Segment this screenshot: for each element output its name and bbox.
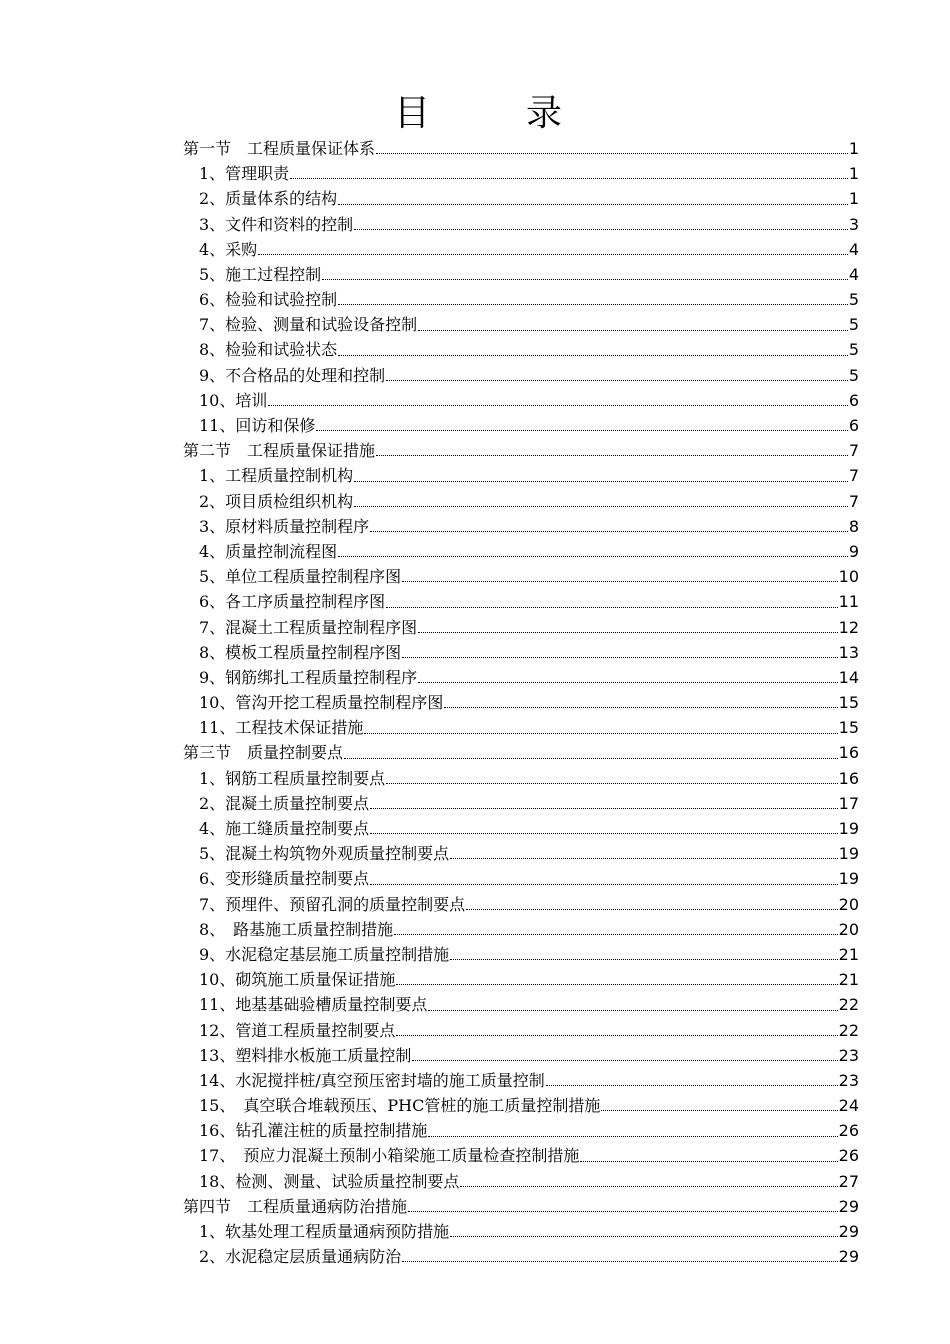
toc-page-number: 29: [838, 1247, 859, 1267]
toc-page-number: 5: [848, 315, 859, 335]
dot-leader: [354, 229, 848, 230]
toc-page-number: 7: [848, 491, 859, 511]
toc-page-number: 16: [838, 768, 859, 788]
toc-page-number: 19: [838, 869, 859, 889]
dot-leader: [376, 153, 848, 154]
toc-page-number: 23: [838, 1045, 859, 1065]
dot-leader: [354, 506, 848, 507]
toc-page-number: 20: [838, 919, 859, 939]
dot-leader: [370, 833, 837, 834]
toc-entry[interactable]: [183, 363, 859, 388]
toc-page-number: 1: [848, 164, 859, 184]
dot-leader: [290, 178, 848, 179]
toc-entry[interactable]: [183, 212, 859, 237]
dot-leader: [412, 1060, 837, 1061]
toc-entry-label: 8、检验和试验状态: [199, 340, 338, 360]
dot-leader: [580, 1161, 837, 1162]
toc-page-number: 12: [838, 617, 859, 637]
toc-section-entry[interactable]: [183, 136, 859, 161]
dot-leader: [450, 858, 837, 859]
toc-page-number: 1: [848, 138, 859, 158]
dot-leader: [338, 304, 848, 305]
toc-page-number: 19: [838, 844, 859, 864]
toc-entry-label: 1、钢筋工程质量控制要点: [199, 768, 386, 788]
toc-entry[interactable]: [183, 262, 859, 287]
dot-leader: [396, 984, 837, 985]
dot-leader: [386, 380, 848, 381]
toc-page-number: 5: [848, 340, 859, 360]
toc-page-number: 11: [838, 592, 859, 612]
toc-entry[interactable]: [183, 161, 859, 186]
toc-section-entry[interactable]: [183, 1194, 859, 1219]
toc-page-number: 9: [848, 541, 859, 561]
toc-entry-label: 2、混凝土质量控制要点: [199, 793, 370, 813]
toc-entry[interactable]: [183, 690, 859, 715]
dot-leader: [546, 1085, 838, 1086]
toc-entry-label: 1、管理职责: [199, 164, 290, 184]
toc-entry-label: 13、塑料排水板施工质量控制: [199, 1045, 412, 1065]
toc-entry[interactable]: [183, 992, 859, 1017]
dot-leader: [316, 430, 847, 431]
toc-entry[interactable]: [183, 1244, 859, 1269]
toc-entry-label: 16、钻孔灌注桩的质量控制措施: [199, 1121, 428, 1141]
dot-leader: [460, 1186, 837, 1187]
toc-page-number: 7: [848, 441, 859, 461]
dot-leader: [338, 556, 848, 557]
toc-entry[interactable]: [183, 1169, 859, 1194]
toc-page-number: 1: [848, 189, 859, 209]
toc-entry[interactable]: [183, 866, 859, 891]
dot-leader: [408, 1211, 838, 1212]
toc-entry-label: 10、培训: [199, 390, 268, 410]
toc-page-number: 6: [848, 416, 859, 436]
toc-page-number: 6: [848, 390, 859, 410]
toc-section-entry[interactable]: [183, 438, 859, 463]
toc-entry-label: 第三节 质量控制要点: [183, 743, 344, 763]
toc-entry[interactable]: [183, 1043, 859, 1068]
toc-entry[interactable]: [183, 237, 859, 262]
toc-entry-label: 5、混凝土构筑物外观质量控制要点: [199, 844, 450, 864]
toc-page-number: 22: [838, 1020, 859, 1040]
toc-entry-label: 6、检验和试验控制: [199, 290, 338, 310]
toc-entry-label: 3、原材料质量控制程序: [199, 516, 370, 536]
dot-leader: [370, 531, 848, 532]
toc-entry-label: 9、水泥稳定基层施工质量控制措施: [199, 944, 450, 964]
dot-leader: [396, 1035, 837, 1036]
toc-entry-label: 2、项目质检组织机构: [199, 491, 354, 511]
toc-title: 目 录: [393, 93, 592, 134]
dot-leader: [322, 279, 848, 280]
dot-leader: [428, 1136, 837, 1137]
toc-entry-label: 3、文件和资料的控制: [199, 214, 354, 234]
dot-leader: [466, 909, 837, 910]
toc-entry-label: 2、质量体系的结构: [199, 189, 338, 209]
toc-entry[interactable]: [183, 615, 859, 640]
dot-leader: [402, 657, 837, 658]
toc-page-number: 17: [838, 793, 859, 813]
toc-page-number: 7: [848, 466, 859, 486]
toc-entry-label: 15、 真空联合堆载预压、PHC管桩的施工质量控制措施: [199, 1096, 601, 1116]
dot-leader: [418, 682, 837, 683]
toc-entry[interactable]: [183, 1093, 859, 1118]
toc-entry[interactable]: [183, 640, 859, 665]
toc-page-number: 27: [838, 1171, 859, 1191]
dot-leader: [354, 481, 848, 482]
dot-leader: [444, 707, 837, 708]
dot-leader: [402, 1261, 837, 1262]
toc-entry[interactable]: [183, 287, 859, 312]
toc-page-number: 26: [838, 1121, 859, 1141]
dot-leader: [364, 733, 837, 734]
toc-entry-label: 11、工程技术保证措施: [199, 718, 364, 738]
dot-leader: [418, 330, 848, 331]
toc-page-number: 23: [838, 1070, 859, 1090]
dot-leader: [370, 808, 837, 809]
toc-entry[interactable]: [183, 539, 859, 564]
toc-entry[interactable]: [183, 312, 859, 337]
toc-page-number: 5: [848, 290, 859, 310]
toc-entry-label: 7、混凝土工程质量控制程序图: [199, 617, 418, 637]
toc-entry-label: 5、单位工程质量控制程序图: [199, 567, 402, 587]
toc-entry-label: 6、变形缝质量控制要点: [199, 869, 370, 889]
toc-page-number: 4: [848, 264, 859, 284]
toc-entry-label: 第四节 工程质量通病防治措施: [183, 1196, 408, 1216]
toc-page-number: 3: [848, 214, 859, 234]
toc-entry[interactable]: [183, 489, 859, 514]
dot-leader: [376, 455, 848, 456]
toc-page-number: 20: [838, 894, 859, 914]
toc-entry[interactable]: [183, 1144, 859, 1169]
toc-page-number: 15: [838, 693, 859, 713]
toc-entry-label: 4、施工缝质量控制要点: [199, 819, 370, 839]
toc-page-number: 13: [838, 642, 859, 662]
dot-leader: [338, 204, 848, 205]
toc-entry[interactable]: [183, 841, 859, 866]
toc-entry[interactable]: [183, 514, 859, 539]
dot-leader: [450, 1236, 837, 1237]
toc-page-number: 24: [838, 1096, 859, 1116]
toc-entry[interactable]: [183, 589, 859, 614]
toc-entry-label: 10、砌筑施工质量保证措施: [199, 970, 396, 990]
toc-page-number: 29: [838, 1196, 859, 1216]
toc-page-number: 4: [848, 239, 859, 259]
toc-page-number: 22: [838, 995, 859, 1015]
toc-entry[interactable]: [183, 967, 859, 992]
toc-page-number: 8: [848, 516, 859, 536]
toc-entry-label: 4、采购: [199, 239, 258, 259]
toc-page-number: 16: [838, 743, 859, 763]
toc-entry-label: 7、预埋件、预留孔洞的质量控制要点: [199, 894, 466, 914]
toc-entry-label: 7、检验、测量和试验设备控制: [199, 315, 418, 335]
dot-leader: [268, 405, 847, 406]
toc-entry-label: 9、钢筋绑扎工程质量控制程序: [199, 667, 418, 687]
dot-leader: [450, 959, 837, 960]
dot-leader: [402, 581, 837, 582]
toc-page-number: 15: [838, 718, 859, 738]
toc-entry-label: 6、各工序质量控制程序图: [199, 592, 386, 612]
dot-leader: [386, 607, 837, 608]
toc-entry-label: 11、地基基础验槽质量控制要点: [199, 995, 428, 1015]
table-of-contents: [183, 136, 859, 1269]
toc-entry-label: 18、检测、测量、试验质量控制要点: [199, 1171, 460, 1191]
toc-page-number: 19: [838, 819, 859, 839]
toc-page-number: 26: [838, 1146, 859, 1166]
toc-entry-label: 8、 路基施工质量控制措施: [199, 919, 394, 939]
toc-entry[interactable]: [183, 816, 859, 841]
toc-entry[interactable]: [183, 942, 859, 967]
dot-leader: [370, 884, 837, 885]
toc-entry-label: 9、不合格品的处理和控制: [199, 365, 386, 385]
toc-entry[interactable]: [183, 1018, 859, 1043]
toc-entry-label: 10、管沟开挖工程质量控制程序图: [199, 693, 444, 713]
toc-entry[interactable]: [183, 665, 859, 690]
toc-entry-label: 11、回访和保修: [199, 416, 316, 436]
toc-entry[interactable]: [183, 564, 859, 589]
dot-leader: [394, 934, 837, 935]
toc-entry[interactable]: [183, 1068, 859, 1093]
toc-entry-label: 8、模板工程质量控制程序图: [199, 642, 402, 662]
toc-page-number: 5: [848, 365, 859, 385]
toc-entry-label: 第一节 工程质量保证体系: [183, 138, 376, 158]
toc-page-number: 10: [838, 567, 859, 587]
dot-leader: [338, 355, 848, 356]
dot-leader: [418, 632, 837, 633]
dot-leader: [428, 1010, 837, 1011]
toc-entry[interactable]: [183, 463, 859, 488]
toc-entry[interactable]: [183, 1118, 859, 1143]
toc-entry-label: 17、 预应力混凝土预制小箱梁施工质量检查控制措施: [199, 1146, 580, 1166]
toc-entry-label: 14、水泥搅拌桩/真空预压密封墙的施工质量控制: [199, 1070, 545, 1090]
toc-entry[interactable]: [183, 338, 859, 363]
toc-entry-label: 5、施工过程控制: [199, 264, 322, 284]
dot-leader: [601, 1110, 837, 1111]
toc-page-number: 14: [838, 667, 859, 687]
toc-entry[interactable]: [183, 1219, 859, 1244]
toc-entry-label: 4、质量控制流程图: [199, 541, 338, 561]
toc-entry-label: 1、软基处理工程质量通病预防措施: [199, 1222, 450, 1242]
toc-entry-label: 第二节 工程质量保证措施: [183, 441, 376, 461]
toc-entry-label: 12、管道工程质量控制要点: [199, 1020, 396, 1040]
dot-leader: [386, 783, 837, 784]
toc-entry[interactable]: [183, 766, 859, 791]
toc-entry[interactable]: [183, 186, 859, 211]
toc-page-number: 21: [838, 944, 859, 964]
toc-entry[interactable]: [183, 892, 859, 917]
toc-entry[interactable]: [183, 413, 859, 438]
toc-entry[interactable]: [183, 917, 859, 942]
toc-page-number: 29: [838, 1222, 859, 1242]
toc-entry[interactable]: [183, 791, 859, 816]
toc-page-number: 21: [838, 970, 859, 990]
toc-entry[interactable]: [183, 388, 859, 413]
dot-leader: [344, 758, 838, 759]
toc-entry[interactable]: [183, 715, 859, 740]
toc-entry-label: 2、水泥稳定层质量通病防治: [199, 1247, 402, 1267]
toc-entry-label: 1、工程质量控制机构: [199, 466, 354, 486]
toc-section-entry[interactable]: [183, 741, 859, 766]
dot-leader: [258, 254, 848, 255]
